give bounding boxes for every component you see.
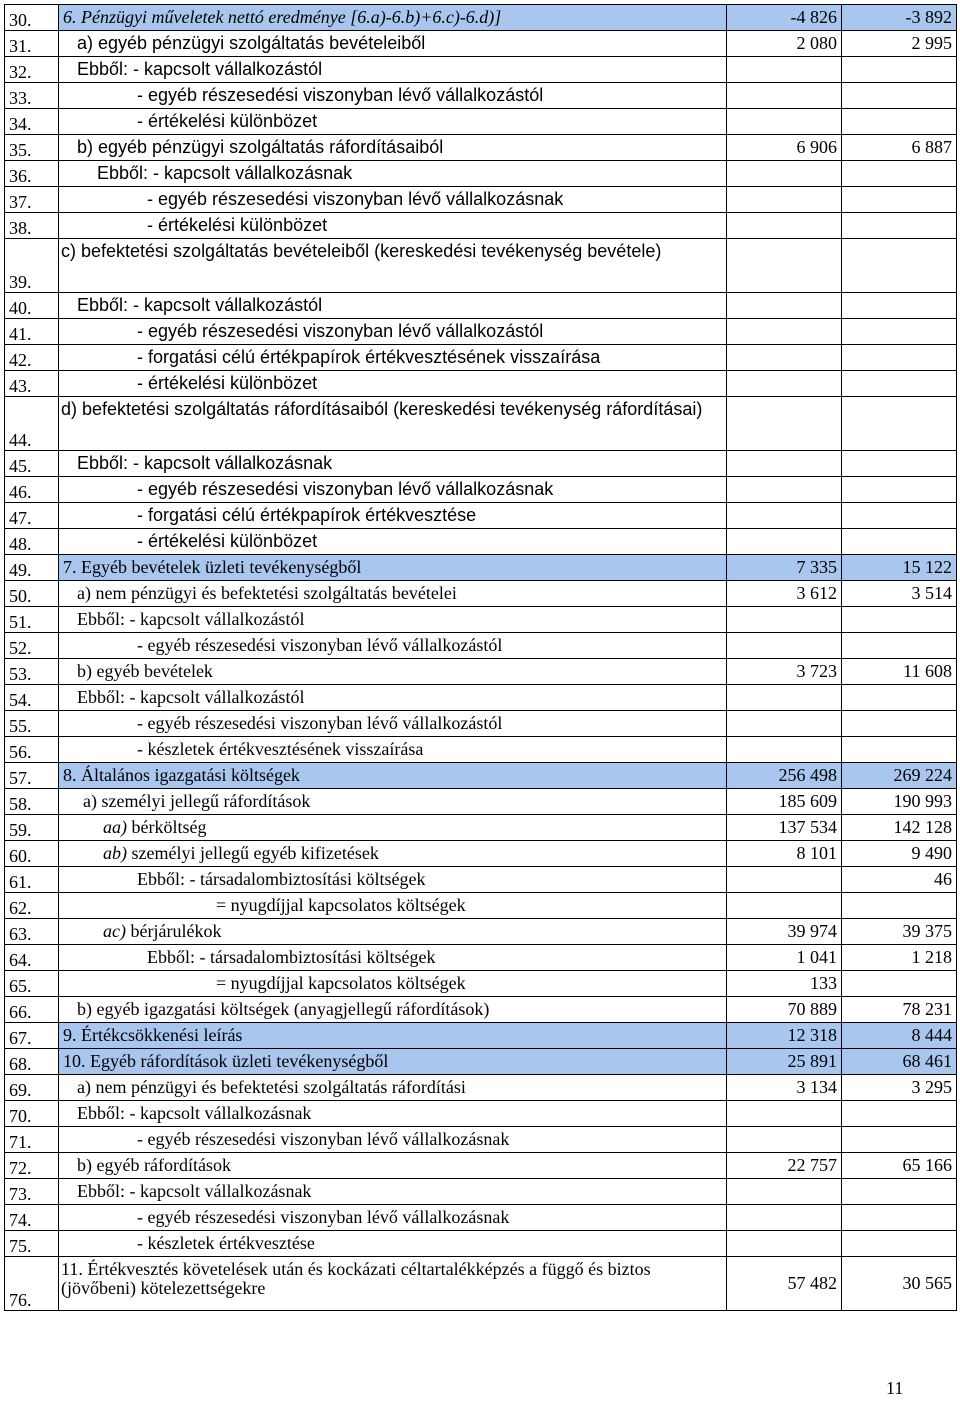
row-description: b) egyéb bevételek (59, 659, 727, 685)
row-description-text: bérköltség (127, 817, 207, 837)
row-number: 30. (5, 5, 59, 31)
value-col2 (842, 633, 957, 659)
row-description: Ebből: - kapcsolt vállalkozásnak (59, 451, 727, 477)
row-description: Ebből: - kapcsolt vállalkozástól (59, 607, 727, 633)
row-number: 58. (5, 789, 59, 815)
table-row (5, 1231, 957, 1257)
value-col1: 70 889 (727, 997, 842, 1023)
row-number: 34. (5, 109, 59, 135)
value-col2 (842, 319, 957, 345)
value-col2 (842, 971, 957, 997)
value-col2: 3 514 (842, 581, 957, 607)
value-col1: 12 318 (727, 1023, 842, 1049)
row-number: 69. (5, 1075, 59, 1101)
value-col2 (842, 213, 957, 239)
row-number: 66. (5, 997, 59, 1023)
value-col1 (727, 319, 842, 345)
value-col1 (727, 633, 842, 659)
value-col1: 22 757 (727, 1153, 842, 1179)
value-col1: 8 101 (727, 841, 842, 867)
row-description: - egyéb részesedési viszonyban lévő vállalkozástól (59, 83, 727, 109)
row-description: 10. Egyéb ráfordítások üzleti tevékenységből (59, 1049, 727, 1075)
value-col2 (842, 1179, 957, 1205)
table-row (5, 1075, 957, 1101)
table-row (5, 529, 957, 555)
value-col1 (727, 1179, 842, 1205)
row-description: d) befektetési szolgáltatás ráfordításaiból (kereskedési tevékenység ráfordításai) (59, 397, 727, 451)
value-col2 (842, 371, 957, 397)
row-number: 65. (5, 971, 59, 997)
row-number: 72. (5, 1153, 59, 1179)
value-col1: 39 974 (727, 919, 842, 945)
value-col2: 39 375 (842, 919, 957, 945)
row-number: 37. (5, 187, 59, 213)
table-body (5, 5, 957, 1311)
value-col1: 137 534 (727, 815, 842, 841)
value-col1: 185 609 (727, 789, 842, 815)
row-description (59, 841, 727, 867)
value-col2 (842, 345, 957, 371)
value-col2 (842, 451, 957, 477)
value-col1: -4 826 (727, 5, 842, 31)
value-col1 (727, 737, 842, 763)
value-col2: 2 995 (842, 31, 957, 57)
row-description: Ebből: - kapcsolt vállalkozástól (59, 685, 727, 711)
row-description: - készletek értékvesztésének visszaírása (59, 737, 727, 763)
value-col1 (727, 867, 842, 893)
row-number: 35. (5, 135, 59, 161)
value-col2 (842, 1231, 957, 1257)
row-number: 68. (5, 1049, 59, 1075)
row-number: 56. (5, 737, 59, 763)
table-row (5, 135, 957, 161)
value-col2: 9 490 (842, 841, 957, 867)
value-col1: 3 723 (727, 659, 842, 685)
value-col2: 68 461 (842, 1049, 957, 1075)
value-col2 (842, 239, 957, 293)
row-description: - értékelési különbözet (59, 213, 727, 239)
row-description: b) egyéb igazgatási költségek (anyagjellegű ráfordítások) (59, 997, 727, 1023)
table-row (5, 397, 957, 451)
table-row (5, 1205, 957, 1231)
row-number: 63. (5, 919, 59, 945)
row-number: 44. (5, 397, 59, 451)
table-row (5, 293, 957, 319)
value-col2: 11 608 (842, 659, 957, 685)
row-description-prefix: aa) (103, 817, 127, 837)
value-col1: 6 906 (727, 135, 842, 161)
row-description: b) egyéb pénzügyi szolgáltatás ráfordításaiból (59, 135, 727, 161)
row-number: 31. (5, 31, 59, 57)
value-col2 (842, 397, 957, 451)
value-col1 (727, 1205, 842, 1231)
row-number: 57. (5, 763, 59, 789)
row-description: - egyéb részesedési viszonyban lévő vállalkozásnak (59, 187, 727, 213)
table-row (5, 555, 957, 581)
row-number: 48. (5, 529, 59, 555)
row-description: - értékelési különbözet (59, 529, 727, 555)
value-col2 (842, 83, 957, 109)
row-description: - forgatási célú értékpapírok értékvesztése (59, 503, 727, 529)
table-row (5, 477, 957, 503)
value-col2 (842, 477, 957, 503)
row-description: 9. Értékcsökkenési leírás (59, 1023, 727, 1049)
table-row (5, 187, 957, 213)
row-number: 54. (5, 685, 59, 711)
row-description: - készletek értékvesztése (59, 1231, 727, 1257)
value-col2 (842, 109, 957, 135)
row-description: - értékelési különbözet (59, 371, 727, 397)
table-row (5, 5, 957, 31)
row-description: Ebből: - kapcsolt vállalkozástól (59, 57, 727, 83)
row-description: - egyéb részesedési viszonyban lévő vállalkozásnak (59, 1205, 727, 1231)
value-col1 (727, 607, 842, 633)
value-col2: 269 224 (842, 763, 957, 789)
value-col1 (727, 161, 842, 187)
value-col2: -3 892 (842, 5, 957, 31)
value-col1 (727, 685, 842, 711)
row-description: a) nem pénzügyi és befektetési szolgáltatás bevételei (59, 581, 727, 607)
table-row (5, 161, 957, 187)
row-description: - forgatási célú értékpapírok értékvesztésének visszaírása (59, 345, 727, 371)
table-row (5, 815, 957, 841)
table-row (5, 451, 957, 477)
row-number: 74. (5, 1205, 59, 1231)
row-description: = nyugdíjjal kapcsolatos költségek (59, 971, 727, 997)
value-col2 (842, 685, 957, 711)
value-col1: 57 482 (727, 1257, 842, 1311)
row-number: 42. (5, 345, 59, 371)
value-col2: 142 128 (842, 815, 957, 841)
table-row (5, 1101, 957, 1127)
value-col2 (842, 893, 957, 919)
row-description: Ebből: - kapcsolt vállalkozásnak (59, 1101, 727, 1127)
value-col1: 25 891 (727, 1049, 842, 1075)
value-col2: 190 993 (842, 789, 957, 815)
row-number: 50. (5, 581, 59, 607)
table-row (5, 1179, 957, 1205)
table-row (5, 1049, 957, 1075)
table-row (5, 109, 957, 135)
table-row (5, 971, 957, 997)
value-col1: 3 134 (727, 1075, 842, 1101)
table-row (5, 763, 957, 789)
value-col1 (727, 109, 842, 135)
row-description: 7. Egyéb bevételek üzleti tevékenységből (59, 555, 727, 581)
table-row (5, 57, 957, 83)
value-col2: 65 166 (842, 1153, 957, 1179)
value-col1 (727, 1231, 842, 1257)
value-col2 (842, 161, 957, 187)
value-col2: 46 (842, 867, 957, 893)
row-description: 8. Általános igazgatási költségek (59, 763, 727, 789)
row-number: 76. (5, 1257, 59, 1311)
row-description: Ebből: - kapcsolt vállalkozásnak (59, 1179, 727, 1205)
row-description: - egyéb részesedési viszonyban lévő vállalkozástól (59, 711, 727, 737)
row-number: 55. (5, 711, 59, 737)
row-number: 62. (5, 893, 59, 919)
row-number: 51. (5, 607, 59, 633)
table-row (5, 239, 957, 293)
value-col1 (727, 503, 842, 529)
table-row (5, 213, 957, 239)
value-col1 (727, 345, 842, 371)
value-col1: 133 (727, 971, 842, 997)
row-number: 32. (5, 57, 59, 83)
value-col1 (727, 529, 842, 555)
row-number: 73. (5, 1179, 59, 1205)
row-description: a) nem pénzügyi és befektetési szolgáltatás ráfordítási (59, 1075, 727, 1101)
row-description: - egyéb részesedési viszonyban lévő vállalkozásnak (59, 477, 727, 503)
row-description: = nyugdíjjal kapcsolatos költségek (59, 893, 727, 919)
value-col1 (727, 397, 842, 451)
table-row (5, 83, 957, 109)
row-description: Ebből: - társadalombiztosítási költségek (59, 945, 727, 971)
row-number: 49. (5, 555, 59, 581)
row-number: 71. (5, 1127, 59, 1153)
value-col2 (842, 607, 957, 633)
value-col2 (842, 293, 957, 319)
value-col2 (842, 503, 957, 529)
row-description: - értékelési különbözet (59, 109, 727, 135)
value-col2 (842, 529, 957, 555)
row-number: 70. (5, 1101, 59, 1127)
row-description-prefix: ab) (103, 843, 127, 863)
value-col1: 2 080 (727, 31, 842, 57)
value-col1 (727, 83, 842, 109)
table-row (5, 1257, 957, 1311)
row-number: 75. (5, 1231, 59, 1257)
table-row (5, 31, 957, 57)
row-description: 11. Értékvesztés követelések után és kockázati céltartalékképzés a függő és biztos (jövőbeni) kötelezettségekre (59, 1257, 727, 1311)
row-description (59, 815, 727, 841)
financial-statement-table (4, 4, 957, 1311)
value-col2 (842, 1101, 957, 1127)
value-col1 (727, 451, 842, 477)
value-col2: 3 295 (842, 1075, 957, 1101)
table-row (5, 737, 957, 763)
table-row (5, 997, 957, 1023)
value-col1: 1 041 (727, 945, 842, 971)
row-number: 33. (5, 83, 59, 109)
row-number: 59. (5, 815, 59, 841)
table-row (5, 319, 957, 345)
value-col1 (727, 1127, 842, 1153)
value-col1: 256 498 (727, 763, 842, 789)
page-number: 11 (886, 1378, 904, 1398)
table-row (5, 841, 957, 867)
table-row (5, 711, 957, 737)
table-row (5, 919, 957, 945)
row-number: 38. (5, 213, 59, 239)
row-description: b) egyéb ráfordítások (59, 1153, 727, 1179)
value-col1 (727, 239, 842, 293)
value-col2: 1 218 (842, 945, 957, 971)
value-col2: 78 231 (842, 997, 957, 1023)
table-row (5, 789, 957, 815)
row-number: 53. (5, 659, 59, 685)
row-description: Ebből: - kapcsolt vállalkozástól (59, 293, 727, 319)
table-row (5, 893, 957, 919)
row-description-text: bérjárulékok (125, 921, 222, 941)
value-col1 (727, 57, 842, 83)
row-description: c) befektetési szolgáltatás bevételeiből (kereskedési tevékenység bevétele) (59, 239, 727, 293)
value-col2 (842, 57, 957, 83)
row-description: - egyéb részesedési viszonyban lévő vállalkozástól (59, 633, 727, 659)
value-col1 (727, 711, 842, 737)
value-col2 (842, 1205, 957, 1231)
row-number: 46. (5, 477, 59, 503)
table-row (5, 607, 957, 633)
value-col1: 7 335 (727, 555, 842, 581)
row-description-text: személyi jellegű egyéb kifizetések (127, 843, 379, 863)
table-row (5, 633, 957, 659)
row-description: a) egyéb pénzügyi szolgáltatás bevételeiből (59, 31, 727, 57)
value-col1 (727, 1101, 842, 1127)
table-row (5, 685, 957, 711)
row-number: 40. (5, 293, 59, 319)
row-description: - egyéb részesedési viszonyban lévő vállalkozástól (59, 319, 727, 345)
table-row (5, 345, 957, 371)
row-number: 61. (5, 867, 59, 893)
table-row (5, 1127, 957, 1153)
row-description: Ebből: - kapcsolt vállalkozásnak (59, 161, 727, 187)
value-col2 (842, 1127, 957, 1153)
row-description: 6. Pénzügyi műveletek nettó eredménye [6.a)-6.b)+6.c)-6.d)] (59, 5, 727, 31)
row-number: 52. (5, 633, 59, 659)
value-col1: 3 612 (727, 581, 842, 607)
value-col1 (727, 293, 842, 319)
row-number: 64. (5, 945, 59, 971)
row-number: 67. (5, 1023, 59, 1049)
value-col2: 6 887 (842, 135, 957, 161)
table-row (5, 503, 957, 529)
value-col2 (842, 737, 957, 763)
table-row (5, 867, 957, 893)
value-col1 (727, 213, 842, 239)
value-col1 (727, 371, 842, 397)
row-description: Ebből: - társadalombiztosítási költségek (59, 867, 727, 893)
row-description-prefix: ac) (103, 921, 126, 941)
row-number: 36. (5, 161, 59, 187)
table-row (5, 1153, 957, 1179)
row-number: 47. (5, 503, 59, 529)
value-col2 (842, 711, 957, 737)
value-col2: 15 122 (842, 555, 957, 581)
row-number: 41. (5, 319, 59, 345)
row-number: 39. (5, 239, 59, 293)
value-col2 (842, 187, 957, 213)
table-row (5, 1023, 957, 1049)
value-col2: 8 444 (842, 1023, 957, 1049)
value-col1 (727, 187, 842, 213)
row-number: 43. (5, 371, 59, 397)
row-number: 60. (5, 841, 59, 867)
row-number: 45. (5, 451, 59, 477)
row-description: a) személyi jellegű ráfordítások (59, 789, 727, 815)
value-col1 (727, 893, 842, 919)
value-col1 (727, 477, 842, 503)
value-col2: 30 565 (842, 1257, 957, 1311)
table-row (5, 659, 957, 685)
table-row (5, 581, 957, 607)
row-description: - egyéb részesedési viszonyban lévő vállalkozásnak (59, 1127, 727, 1153)
table-row (5, 371, 957, 397)
table-row (5, 945, 957, 971)
row-description (59, 919, 727, 945)
